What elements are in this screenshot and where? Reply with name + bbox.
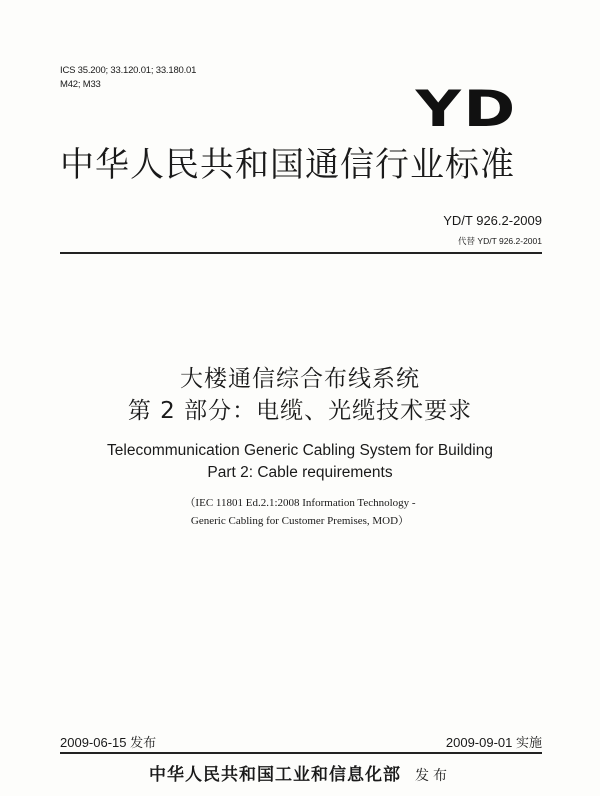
replaces-standard: 代替 YD/T 926.2-2001 [458, 236, 542, 246]
title-block [0, 364, 600, 530]
ics-codes: ICS 35.200; 33.120.01; 33.180.01 [60, 65, 197, 76]
publish-date: 2009-06-15 发布 [60, 735, 157, 750]
publisher-line [0, 760, 600, 785]
publisher-name: 中华人民共和国工业和信息化部 [149, 765, 401, 785]
english-title [0, 440, 600, 484]
ccs-codes: M42; M33 [60, 79, 101, 90]
chinese-title-line1: 大楼通信综合布线系统 [180, 366, 420, 392]
iec-reference-line2: Generic Cabling for Customer Premises, MOD） [190, 515, 410, 527]
standard-code: YD/T 926.2-2009 [443, 213, 542, 228]
footer-divider [60, 752, 542, 754]
chinese-title-line2: 第 2 部分：电缆、光缆技术要求 [127, 398, 473, 424]
issue-label: 发布 [415, 768, 451, 784]
implement-date: 2009-09-01 实施 [445, 735, 542, 750]
header-divider [60, 252, 542, 254]
classification-codes [60, 64, 196, 92]
english-title-line2: Part 2: Cable requirements [207, 464, 393, 481]
iec-reference-line1: （IEC 11801 Ed.2.1:2008 Information Technology - [184, 497, 416, 509]
yd-logo: YD [415, 80, 518, 138]
english-title-line1: Telecommunication Generic Cabling System for Building [107, 442, 493, 459]
iec-reference [0, 494, 600, 530]
standard-type-title: 中华人民共和国通信行业标准 [60, 145, 515, 185]
